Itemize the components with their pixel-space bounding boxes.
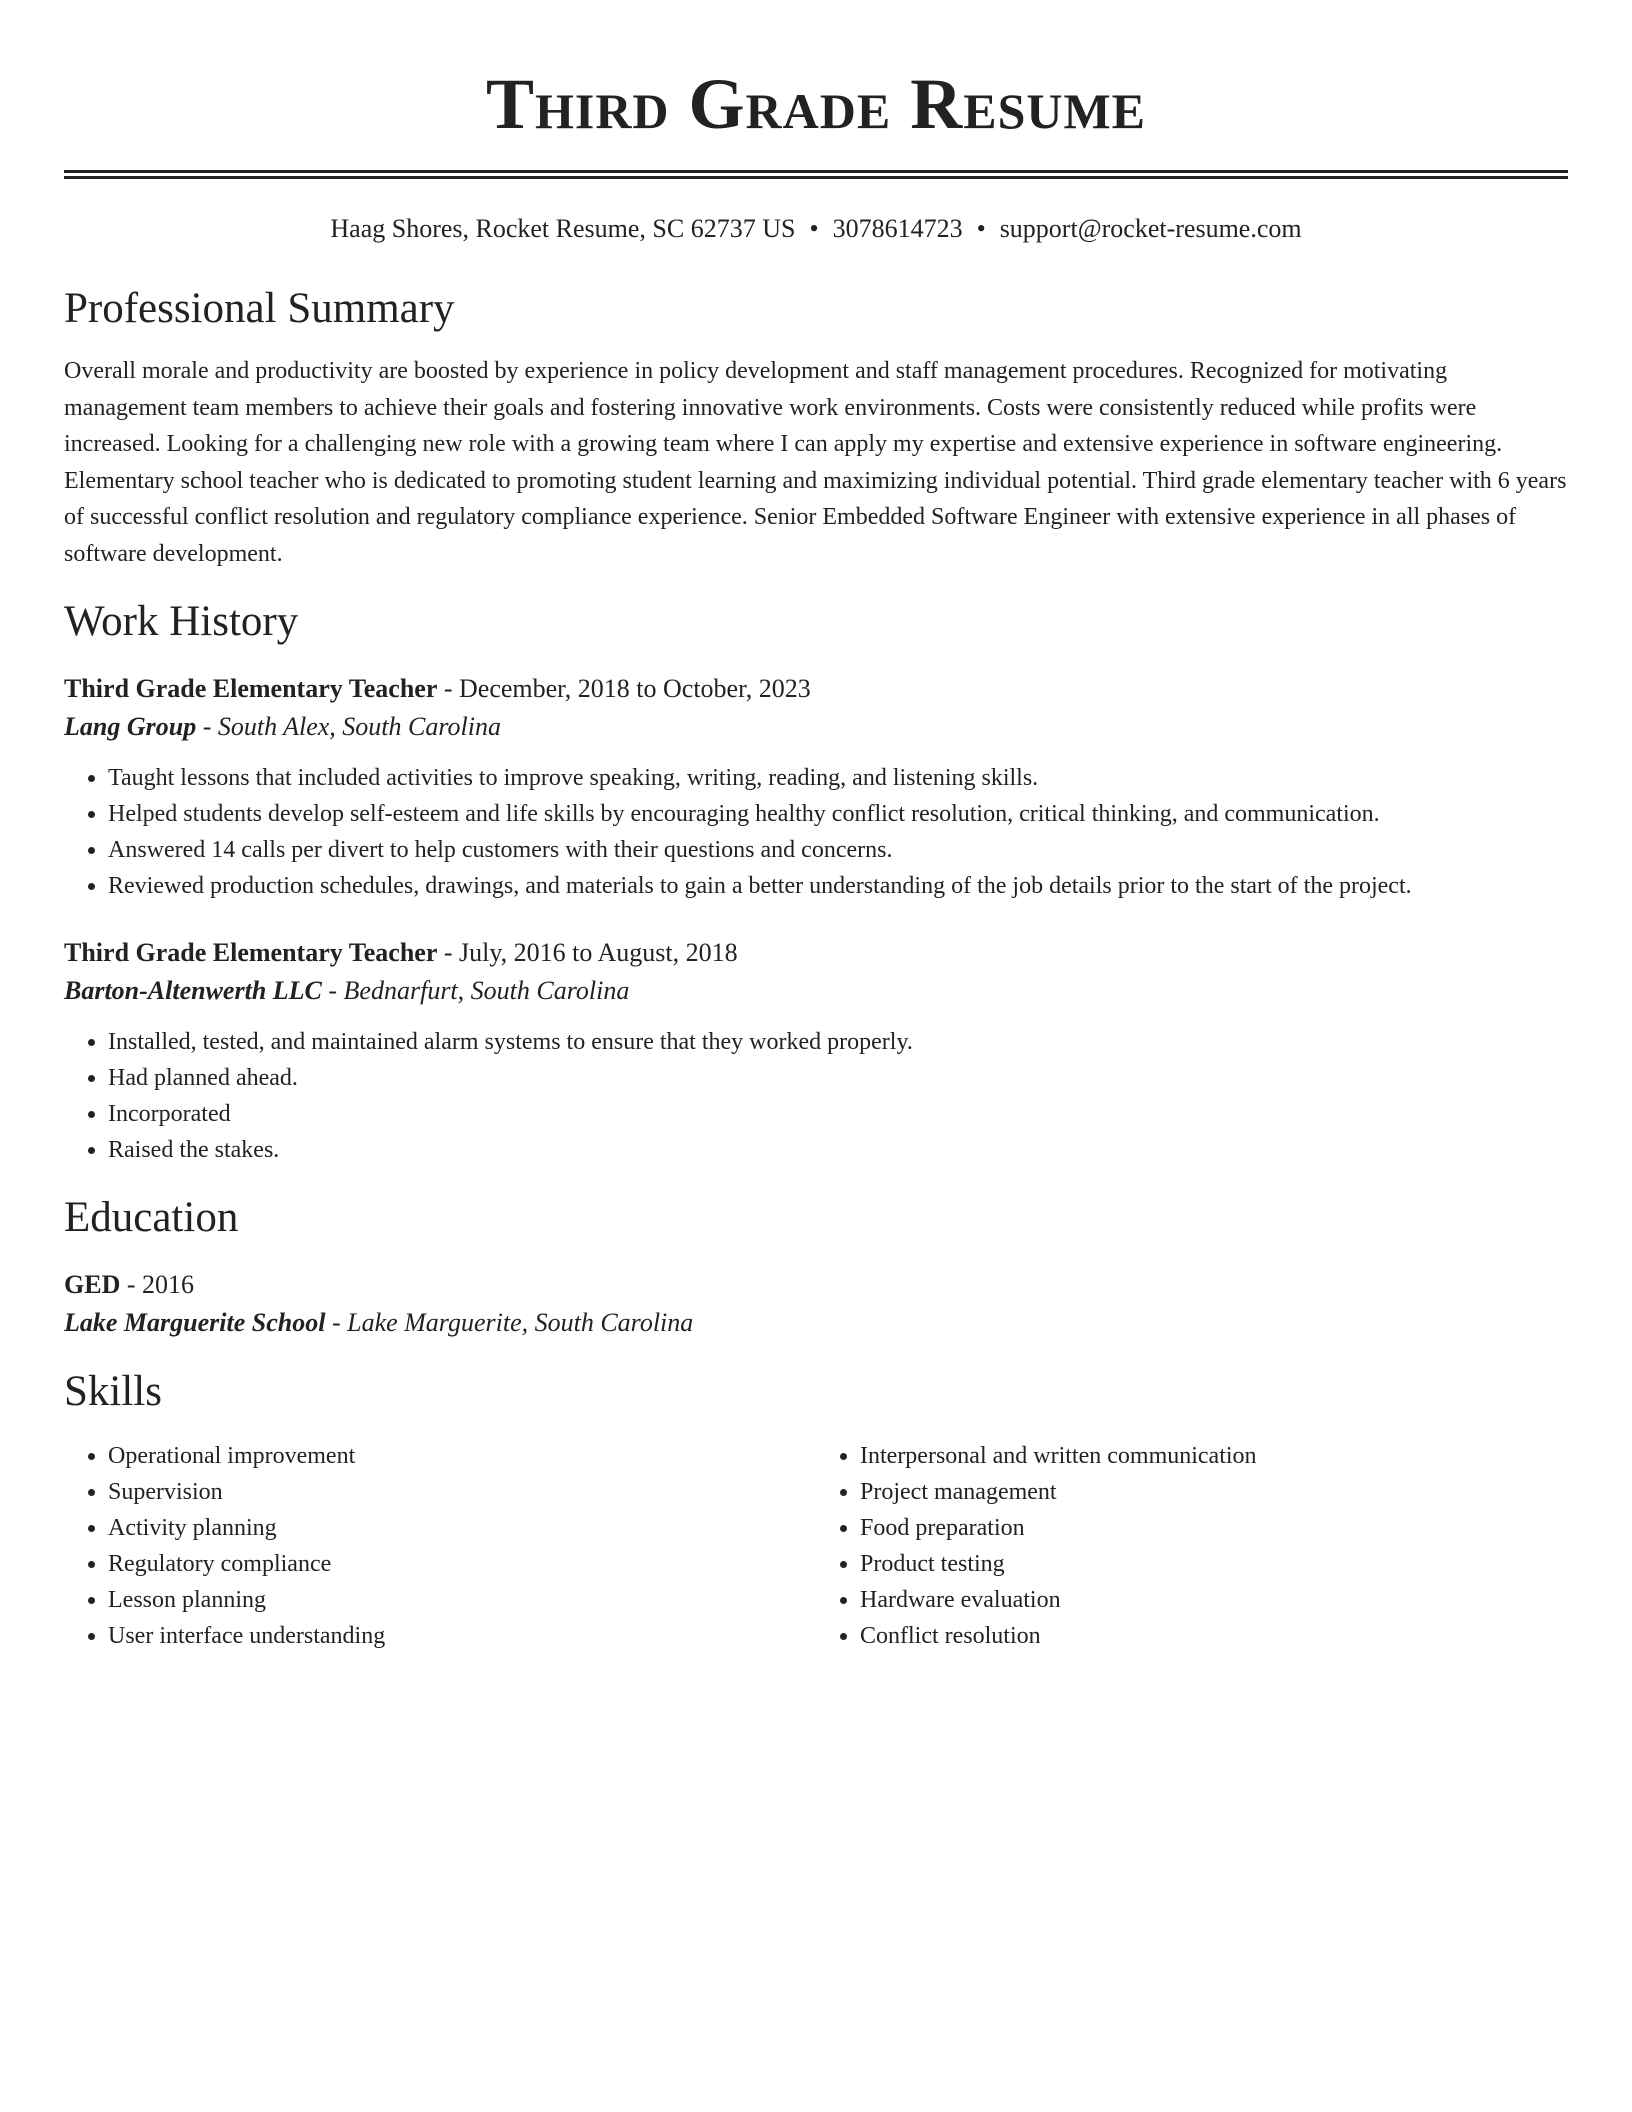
education-degree-line	[64, 1266, 1568, 1304]
job-company-line	[64, 972, 1568, 1010]
job-bullet: • Raised the stakes.	[108, 1132, 1568, 1168]
job-location: - Bednarfurt, South Carolina	[321, 976, 630, 1005]
job-company-line	[64, 708, 1568, 746]
job-bullets	[64, 760, 1568, 904]
job-entry	[64, 670, 1568, 904]
skill-item: • Operational improvement	[108, 1438, 816, 1474]
job-bullet: • Incorporated	[108, 1096, 1568, 1132]
job-bullets	[64, 1024, 1568, 1168]
skill-item: • Lesson planning	[108, 1582, 816, 1618]
contact-email: support@rocket-resume.com	[999, 214, 1302, 243]
education-school: Lake Marguerite School	[64, 1308, 326, 1337]
education-year: - 2016	[120, 1270, 195, 1299]
job-bullet: • Helped students develop self-esteem and life skills by encouraging healthy conflict resolution, critical thinking, and communication.	[108, 796, 1568, 832]
skill-item: • Activity planning	[108, 1510, 816, 1546]
skill-item: • Food preparation	[860, 1510, 1568, 1546]
section-title-skills: Skills	[64, 1368, 162, 1415]
job-company: Barton-Altenwerth LLC	[64, 976, 322, 1005]
job-company: Lang Group	[64, 712, 197, 741]
section-title-education: Education	[64, 1194, 239, 1241]
job-bullet: • Taught lessons that included activities to improve speaking, writing, reading, and listening skills.	[108, 760, 1568, 796]
education-location: - Lake Marguerite, South Carolina	[325, 1308, 694, 1337]
job-role: Third Grade Elementary Teacher	[64, 938, 438, 967]
job-role: Third Grade Elementary Teacher	[64, 674, 438, 703]
skill-item: • Regulatory compliance	[108, 1546, 816, 1582]
job-dates: - July, 2016 to August, 2018	[437, 938, 738, 967]
resume-page	[64, 0, 1568, 1654]
skill-item: • Product testing	[860, 1546, 1568, 1582]
job-bullet: • Answered 14 calls per divert to help customers with their questions and concerns.	[108, 832, 1568, 868]
skill-item: • User interface understanding	[108, 1618, 816, 1654]
job-location: - South Alex, South Carolina	[196, 712, 501, 741]
contact-separator: •	[809, 214, 819, 243]
education-school-line	[64, 1304, 1568, 1342]
job-dates: - December, 2018 to October, 2023	[437, 674, 811, 703]
job-bullet: • Had planned ahead.	[108, 1060, 1568, 1096]
skills-grid	[64, 1438, 1568, 1654]
contact-line	[64, 213, 1568, 245]
skill-item: • Supervision	[108, 1474, 816, 1510]
skills-column-left	[64, 1438, 816, 1654]
summary-text: Overall morale and productivity are boosted by experience in policy development and staff management procedures. Recognized for motivating management team members to achieve their goals and fostering innovative work environments. Costs were consistently reduced while profits were increased. Looking for a challenging new role with a growing team where I can apply my expertise and extensive experience in software engineering. Elementary school teacher who is dedicated to promoting student learning and maximizing individual potential. Third grade elementary teacher with 6 years of successful conflict resolution and regulatory compliance experience. Senior Embedded Software Engineer with extensive experience in all phases of software development.	[64, 358, 1567, 567]
skill-item: • Project management	[860, 1474, 1568, 1510]
skill-item: • Hardware evaluation	[860, 1582, 1568, 1618]
job-title-line	[64, 934, 1568, 972]
header-double-rule	[64, 170, 1568, 179]
job-bullet: • Reviewed production schedules, drawings, and materials to gain a better understanding of the job details prior to the start of the project.	[108, 868, 1568, 904]
contact-phone: 3078614723	[832, 214, 963, 243]
job-bullet: • Installed, tested, and maintained alarm systems to ensure that they worked properly.	[108, 1024, 1568, 1060]
contact-separator: •	[976, 214, 986, 243]
education-entry	[64, 1266, 1568, 1342]
skill-item: • Conflict resolution	[860, 1618, 1568, 1654]
resume-name: Third Grade Resume	[485, 64, 1147, 144]
skill-item: • Interpersonal and written communication	[860, 1438, 1568, 1474]
skills-column-right	[816, 1438, 1568, 1654]
job-entry	[64, 934, 1568, 1168]
section-title-summary: Professional Summary	[64, 285, 455, 332]
section-title-work-history: Work History	[64, 598, 299, 645]
education-degree: GED	[64, 1270, 121, 1299]
job-title-line	[64, 670, 1568, 708]
contact-address: Haag Shores, Rocket Resume, SC 62737 US	[330, 214, 796, 243]
